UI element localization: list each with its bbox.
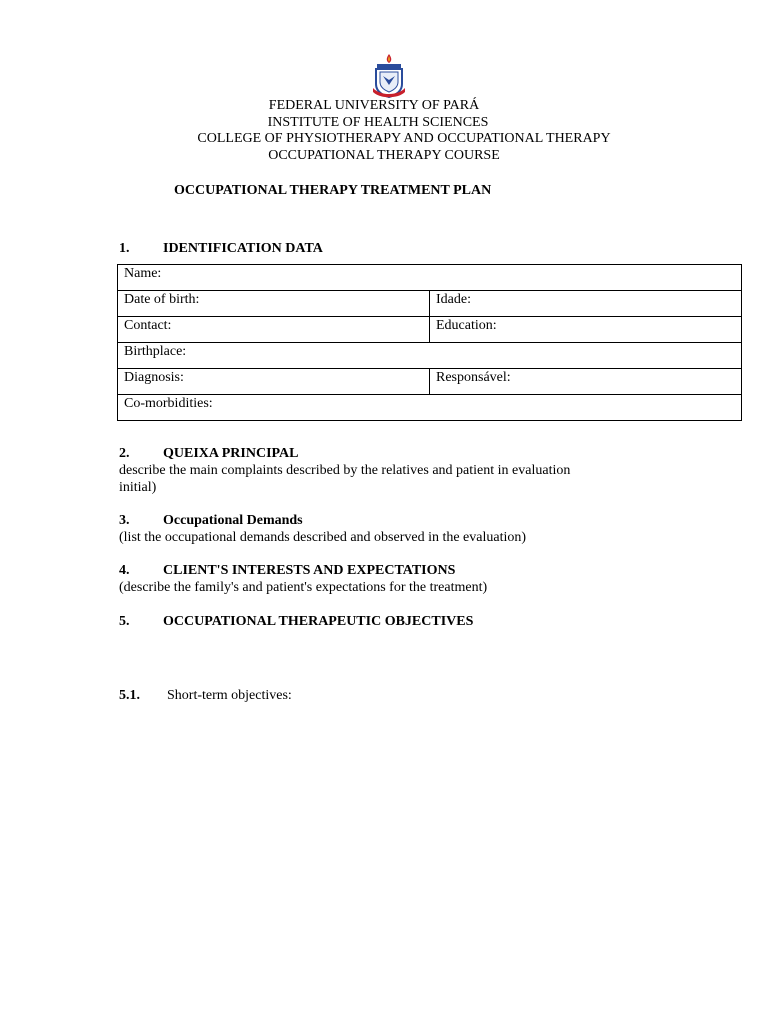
section-2-description: describe the main complaints described by the relatives and patient in evaluation (119, 463, 571, 478)
university-name: FEDERAL UNIVERSITY OF PARÁ (268, 98, 480, 113)
name-field[interactable]: Name: (118, 265, 742, 291)
section-3-description: (list the occupational demands described and observed in the evaluation) (119, 530, 527, 545)
table-row (118, 317, 742, 343)
section-2-description-cont: initial) (119, 480, 157, 495)
education-field[interactable]: Education: (430, 317, 742, 343)
section-5-1-number: 5.1. (119, 688, 140, 703)
section-5-number: 5. (119, 614, 130, 629)
college-name: COLLEGE OF PHYSIOTHERAPY AND OCCUPATIONAL THERAPY (197, 131, 611, 146)
section-2-title: QUEIXA PRINCIPAL (163, 446, 299, 461)
table-row (118, 343, 742, 369)
course-name: OCCUPATIONAL THERAPY COURSE (268, 148, 500, 163)
section-1-title: IDENTIFICATION DATA (163, 241, 323, 256)
table-row (118, 395, 742, 421)
diagnosis-field[interactable]: Diagnosis: (118, 369, 430, 395)
section-4-number: 4. (119, 563, 130, 578)
section-4-description: (describe the family's and patient's expectations for the treatment) (119, 580, 488, 595)
university-seal-logo (370, 52, 408, 100)
section-4-title: CLIENT'S INTERESTS AND EXPECTATIONS (163, 563, 456, 578)
document-title: OCCUPATIONAL THERAPY TREATMENT PLAN (174, 183, 492, 198)
institute-name: INSTITUTE OF HEALTH SCIENCES (267, 115, 489, 130)
identification-table (117, 264, 742, 421)
section-1-number: 1. (119, 241, 130, 256)
section-3-title: Occupational Demands (163, 513, 303, 528)
birthplace-field[interactable]: Birthplace: (118, 343, 742, 369)
section-5-title: OCCUPATIONAL THERAPEUTIC OBJECTIVES (163, 614, 474, 629)
age-field[interactable]: Idade: (430, 291, 742, 317)
table-row (118, 265, 742, 291)
table-row (118, 291, 742, 317)
section-2-number: 2. (119, 446, 130, 461)
date-of-birth-field[interactable]: Date of birth: (118, 291, 430, 317)
comorbidities-field[interactable]: Co-morbidities: (118, 395, 742, 421)
section-5-1-title: Short-term objectives: (167, 688, 292, 703)
section-3-number: 3. (119, 513, 130, 528)
table-row (118, 369, 742, 395)
responsible-field[interactable]: Responsável: (430, 369, 742, 395)
contact-field[interactable]: Contact: (118, 317, 430, 343)
